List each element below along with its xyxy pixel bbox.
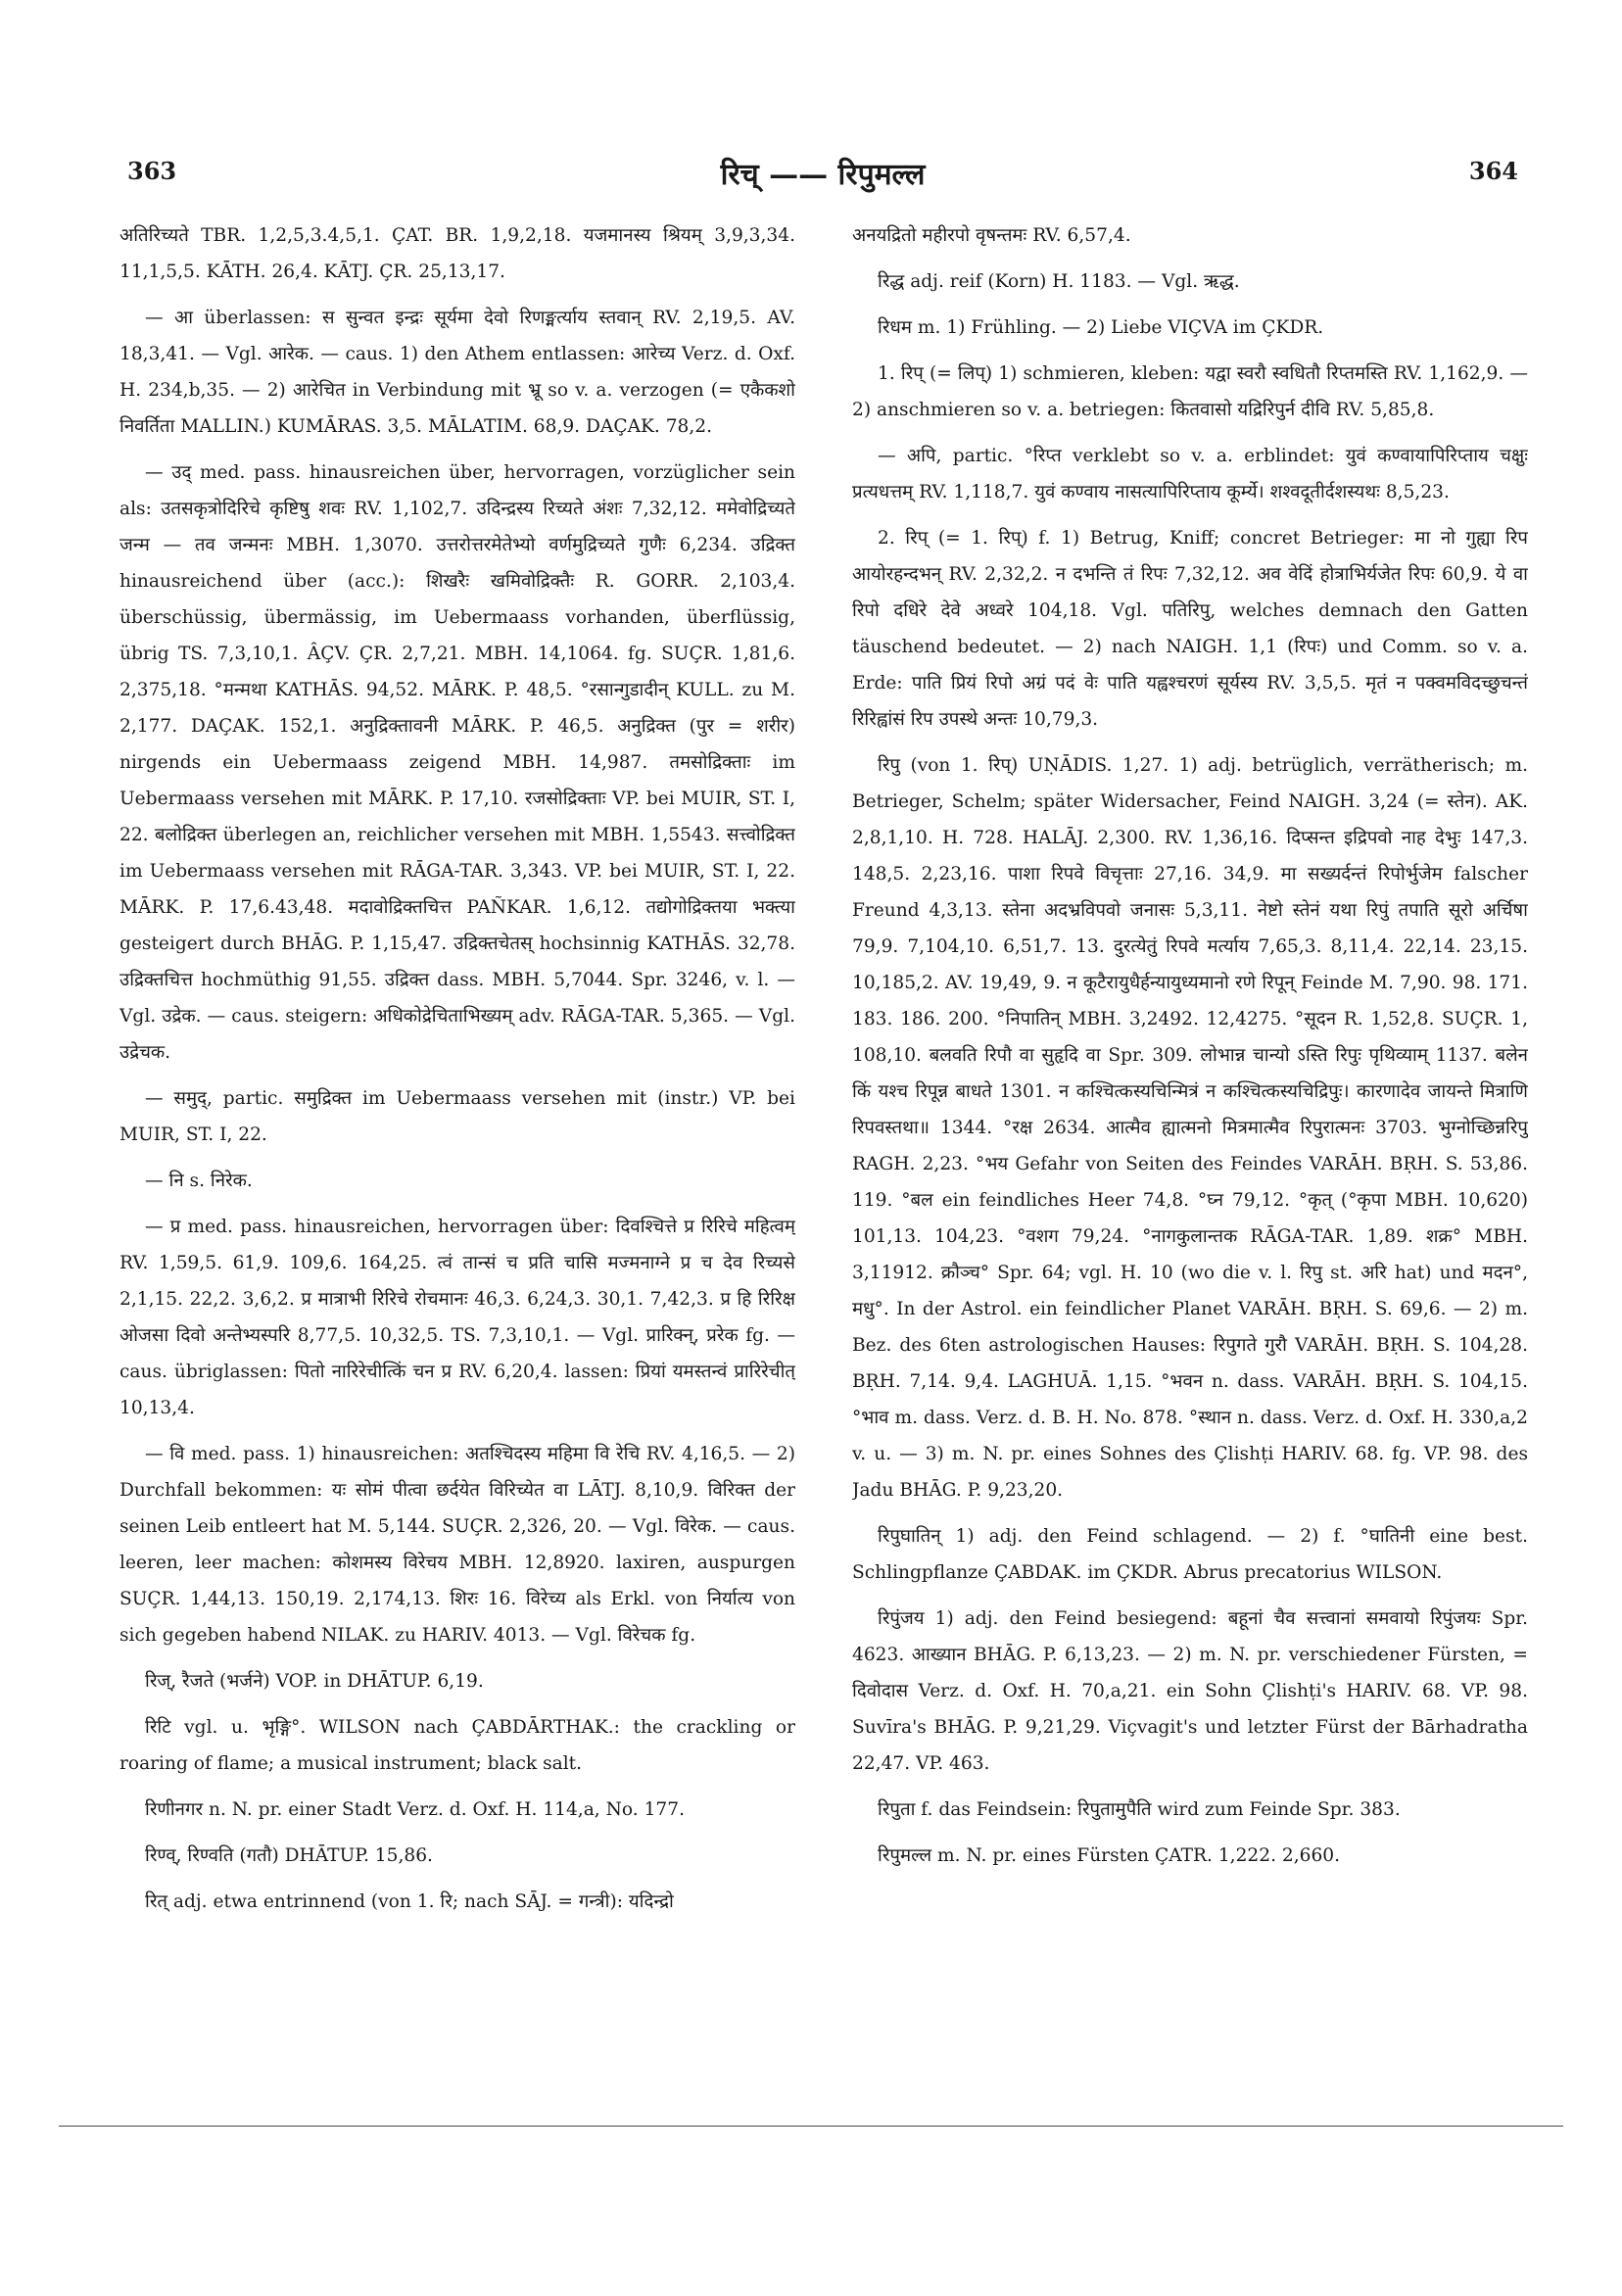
entry-ripu: रिपु (von 1. रिप्) UṆĀDIS. 1,27. 1) adj. betrüglich, verrätherisch; m. Betrieger, Schelm; später Widersacher, Feind NAIGH. 3,24 (= स्तेन). AK. 2,8,1,10. H. 728. HALĀJ. 2,300. RV. 1,36,16. दिप्सन्त इद्रिपवो नाह देभुः 147,3. 148,5. 2,23,16. पाशा रिपवे विचृत्ताः 27,16. 34,9. मा सख्यर्दन्तं रिपोर्भुजेम falscher Freund 4,3,13. स्तेना अदभ्रविपवो जनासः 5,3,11. नेष्टो स्तेनं यथा रिपुं तपाति सूरो अर्चिषा 79,9. 7,104,10. 6,51,7. 13. दुरत्येतुं रिपवे मर्त्याय 7,65,3. 8,11,4. 22,14. 23,15. 10,185,2. AV. 19,49, 9. न कूटैरायुधैर्हन्यायुध्यमानो रणे रिपून् Feinde M. 7,90. 98. 171. 183. 186. 200. °निपातिन् MBH. 3,2492. 12,4275. °सूदन R. 1,52,8. SUÇR. 1, 108,10. बलवति रिपौ वा सुहृदि वा Spr. 309. लोभान्न चान्यो ऽस्ति रिपुः पृथिव्याम् 1137. बलेन किं यश्च रिपून्न बाधते 1301. न कश्चित्कस्यचिन्मित्रं न कश्चित्कस्यचिद्रिपुः। कारणादेव जायन्ते मित्राणि रिपवस्तथा॥ 1344. °रक्ष 2634. आत्मैव ह्यात्मनो मित्रमात्मैव रिपुरात्मनः 3703. भुग्नोच्छिन्नरिपु RAGH. 2,23. °भय Gefahr von Seiten des Feindes VARĀH. BṚH. S. 53,86. 119. °बल ein feindliches Heer 74,8. °घ्न 79,12. °कृत् (°कृपा MBH. 10,620) 101,13. 104,23. °वशग 79,24. °नागकुलान्तक RĀGA-TAR. 1,89. शक्र° MBH. 3,11912. क्रौञ्च° Spr. 64; vgl. H. 10 (wo die v. l. रिपु st. अरि hat) und मदन°, मधु°. In der Astrol. ein feindlicher Planet VARĀH. BṚH. S. 69,6. — 2) m. Bez. des 6ten astrologischen Hauses: रिपुगते गुरौ VARĀH. BṚH. S. 104,28. BṚH. 7,14. 9,4. LAGHUĀ. 1,15. °भवन n. dass. VARĀH. BṚH. S. 104,15. °भाव m. dass. Verz. d. B. H. No. 878. °स्थान n. dass. Verz. d. Oxf. H. 330,a,2 v. u. — 3) m. N. pr. eines Sohnes des Çlishṭi HARIV. 68. fg. VP. 98. des Jadu BHĀG. P. 9,23,20.	[852, 755, 1528, 1501]
entry-subentry-samud: — समुद्, partic. समुद्रिक्त im Uebermaass versehen mit (instr.) VP. bei MUIR, ST. I, 22.	[119, 1088, 795, 1145]
entry-subentry-ni: — नि s. निरेक.	[145, 1171, 253, 1191]
entry-subentry-api: — अपि, partic. °रिप्त verklebt so v. a. erblindet: युवं कण्वायापिरिप्ताय चक्षुः प्रत्यधत्तम् RV. 1,118,7. युवं कण्वाय नासत्यापिरिप्ताय कूर्म्ये। शश्वदूतीर्दशस्यथः 8,5,23.	[852, 446, 1528, 502]
entry-subentry-vi: — वि med. pass. 1) hinausreichen: अतश्चिदस्य महिमा वि रेचि RV. 4,16,5. — 2) Durchfall bekommen: यः सोमं पीत्वा छर्दयेत विरिच्येत वा LĀTJ. 8,10,9. विरिक्त der seinen Leib entleert hat M. 5,144. SUÇR. 2,326, 20. — Vgl. विरेक. — caus. leeren, leer machen: कोशमस्य विरेचय MBH. 12,8920. laxiren, auspurgen SUÇR. 1,44,13. 150,19. 2,174,13. शिरः 16. विरेच्य als Erkl. von निर्यात्य von sich gegeben habend NILAK. zu HARIV. 4013. — Vgl. विरेचक fg.	[119, 1444, 795, 1646]
bottom-rule	[59, 2126, 1563, 2127]
entry-riti: रिटि vgl. u. भृङ्गि°. WILSON nach ÇABDĀRTHAK.: the crackling or roaring of flame; a musical instrument; black salt.	[119, 1717, 795, 1774]
entry-subentry-pra: — प्र med. pass. hinausreichen, hervorragen über: दिवश्चित्ते प्र रिरिचे महित्वम् RV. 1,59,5. 61,9. 109,6. 164,25. त्वं तान्सं च प्रति चासि मज्मनाग्ने प्र च देव रिच्यसे 2,1,15. 22,2. 3,6,2. प्र मात्राभी रिरिचे रोचमानः 46,3. 6,24,3. 30,1. 7,42,3. प्र हि रिरिक्ष ओजसा दिवो अन्तेभ्यस्परि 8,77,5. 10,32,5. TS. 7,3,10,1. — Vgl. प्रारिक्न्, प्ररेक fg. — caus. übriglassen: पितो नारिरेचीत्किं चन प्र RV. 6,20,4. lassen: प्रियां यमस्तन्वं प्रारिरेचीत् 10,13,4.	[119, 1217, 795, 1418]
entry-ripumalla: रिपुमल्ल m. N. pr. eines Fürsten ÇATR. 1,222. 2,660.	[878, 1845, 1341, 1866]
running-title: रिच् —— रिपुमल्ल	[720, 158, 926, 192]
entry-riputa: रिपुता f. das Feindsein: रिपुतामुपैति wird zum Feinde Spr. 383.	[878, 1799, 1401, 1820]
entry-rit: रित् adj. etwa entrinnend (von 1. रि; nach SĀJ. = गन्त्री): यदिन्द्रो	[145, 1891, 674, 1912]
entry-ripughatin: रिपुघातिन् 1) adj. den Feind schlagend. — 2) f. °घातिनी eine best. Schlingpflanze ÇABDAK. im ÇKDR. Abrus precatorius WILSON.	[852, 1526, 1528, 1583]
left-column	[119, 217, 795, 2098]
entry-ridhama: रिधम m. 1) Frühling. — 2) Liebe VIÇVA im ÇKDR.	[878, 317, 1324, 338]
entry-subentry-aa: — आ überlassen: स सुन्वत इन्द्रः सूर्यमा देवो रिणङ्मर्त्याय स्तवान् RV. 2,19,5. AV. 18,3,41. — Vgl. आरेक. — caus. 1) den Athem entlassen: आरेच्य Verz. d. Oxf. H. 234,b,35. — 2) आरेचित in Verbindung mit भ्रू so v. a. verzogen (= एकैकशो निवर्तिता MALLIN.) KUMĀRAS. 3,5. MĀLATIM. 68,9. DAÇAK. 78,2.	[119, 308, 795, 437]
entry-continuation: अतिरिच्यते TBR. 1,2,5,3.4,5,1. ÇAT. BR. 1,9,2,18. यजमानस्य श्रियम् 3,9,3,34. 11,1,5,5. KĀTH. 26,4. KĀTJ. ÇR. 25,13,17.	[119, 225, 795, 282]
page-header	[127, 157, 1518, 196]
entry-riddha: रिद्ध adj. reif (Korn) H. 1183. — Vgl. ऋद्ध.	[878, 271, 1240, 292]
page-number-right: 364	[1468, 157, 1518, 185]
entry-subentry-ud: — उद् med. pass. hinausreichen über, hervorragen, vorzüglicher sein als: उतसकृत्रोदिरिचे कृष्टिषु शवः RV. 1,102,7. उदिन्द्रस्य रिच्यते अंशः 7,32,12. ममेवोद्रिच्यते जन्म — तव जन्मनः MBH. 1,3070. उत्तरोत्तरमेतेभ्यो वर्णमुद्रिच्यते गुणैः 6,234. उद्रिक्त hinausreichend über (acc.): शिखरैः खमिवोद्रिक्तैः R. GORR. 2,103,4. überschüssig, übermässig, im Uebermaass vorhanden, überflüssig, übrig TS. 7,3,10,1. ÂÇV. ÇR. 2,7,21. MBH. 14,1064. fg. SUÇR. 1,81,6. 2,375,18. °मन्मथा KATHĀS. 94,52. MĀRK. P. 48,5. °रसान्गुडादीन् KULL. zu M. 2,177. DAÇAK. 152,1. अनुद्रिक्तावनी MĀRK. P. 46,5. अनुद्रिक्त (पुर = शरीर) nirgends ein Uebermaass zeigend MBH. 14,987. तमसोद्रिक्ताः im Uebermaass versehen mit MĀRK. P. 17,10. रजसोद्रिक्ताः VP. bei MUIR, ST. I, 22. बलोद्रिक्त überlegen an, reichlicher versehen mit MBH. 1,5543. सत्त्वोद्रिक्त im Uebermaass versehen mit RĀGA-TAR. 3,343. VP. bei MUIR, ST. I, 22. MĀRK. P. 17,6.43,48. मदावोद्रिक्तचित्त PAÑKAR. 1,6,12. तद्योगोद्रिक्तया भक्त्या gesteigert durch BHĀG. P. 1,15,47. उद्रिक्तचेतस् hochsinnig KATHĀS. 32,78. उद्रिक्तचित्त hochmüthig 91,55. उद्रिक्त dass. MBH. 5,7044. Spr. 3246, v. l. — Vgl. उद्रेक. — caus. steigern: अधिकोद्रेचिताभिख्यम् adv. RĀGA-TAR. 5,365. — Vgl. उद्रेचक.	[119, 462, 795, 1063]
entry-ripunjaya: रिपुंजय 1) adj. den Feind besiegend: बहूनां चैव सत्त्वानां समवायो रिपुंजयः Spr. 4623. आख्यान BHĀG. P. 6,13,23. — 2) m. N. pr. verschiedener Fürsten, = दिवोदास Verz. d. Oxf. H. 70,a,21. ein Sohn Çlishṭi's HARIV. 68. VP. 98. Suvīra's BHĀG. P. 9,21,29. Viçvagit's und letzter Fürst der Bārhadratha 22,47. VP. 463.	[852, 1608, 1528, 1774]
entry-rij: रिज्, रैजते (भर्जने) VOP. in DHĀTUP. 6,19.	[145, 1671, 484, 1692]
entry-rinv: रिण्व्, रिण्वति (गतौ) DHĀTUP. 15,86.	[145, 1845, 433, 1866]
right-column	[852, 217, 1528, 2098]
entry-continuation: अनयद्रितो महीरपो वृषन्तमः RV. 6,57,4.	[852, 225, 1131, 246]
page-number-left: 363	[127, 157, 177, 185]
entry-rip-1: 1. रिप् (= लिप्) 1) schmieren, kleben: यद्वा स्वरौ स्वधितौ रिप्तमस्ति RV. 1,162,9. — 2) anschmieren so v. a. betriegen: कितवासो यद्रिरिपुर्न दीवि RV. 5,85,8.	[852, 363, 1528, 420]
entry-rip-2: 2. रिप् (= 1. रिप्) f. 1) Betrug, Kniff; concret Betrieger: मा नो गुह्या रिप आयोरहन्दभन् RV. 2,32,2. न दभन्ति तं रिपः 7,32,12. अव वेदिं होत्राभिर्यजेत रिपः 60,9. ये वा रिपो दधिरे देवे अध्वरे 104,18. Vgl. पतिरिपु, welches demnach den Gatten täuschend bedeutet. — 2) nach NAIGH. 1,1 (रिपः) und Comm. so v. a. Erde: पाति प्रियं रिपो अग्रं पदं वेः पाति यह्वश्चरणं सूर्यस्य RV. 3,5,5. मृतं न पक्वमविदच्छुचन्तं रिरिह्वांसं रिप उपस्थे अन्तः 10,79,3.	[852, 528, 1528, 730]
dictionary-columns	[119, 217, 1530, 2098]
entry-rininagara: रिणीनगर n. N. pr. einer Stadt Verz. d. Oxf. H. 114,a, No. 177.	[145, 1799, 685, 1820]
